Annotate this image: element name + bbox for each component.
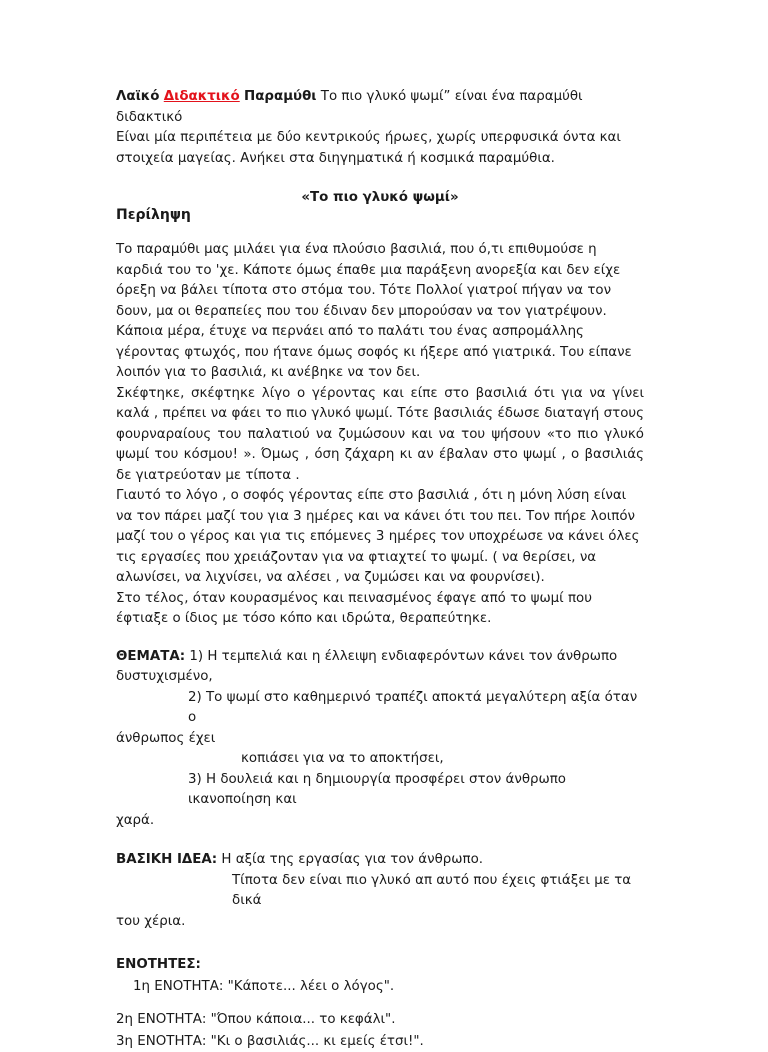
main-idea-section [116, 850, 644, 932]
unit-3: 3η ΕΝΟΤΗΤΑ: "Κι ο βασιλιάς... κι εμείς έτσι!". [116, 1031, 644, 1052]
intro-line-1-rest: Το πιο γλυκό ψωμί” είναι ένα παραμύθι διδακτικό [116, 89, 583, 125]
summary-paragraph-1: Το παραμύθι μας μιλάει για ένα πλούσιο βασιλιά, που ό,τι επιθυμούσε η καρδιά του το 'χε. Κάποτε όμως έπαθε μια παράξενη ανορεξία και δεν είχε όρεξη να βάλει τίποτα στο στόμα του. Τότε Πολλοί γιατροί πήγαν να τον δουν, μα οι θεραπείες που του έδιναν δεν μπορούσαν να τον γιατρέψουν. [116, 240, 644, 322]
summary-paragraph-2: Κάποια μέρα, έτυχε να περνάει από το παλάτι του ένας ασπρομάλλης γέροντας φτωχός, που ήτανε όμως σοφός κι ήξερε από γιατρικά. Του είπανε λοιπόν για το βασιλιά, κι ανέβηκε να τον δει. [116, 322, 644, 384]
main-idea-line-2: Τίποτα δεν είναι πιο γλυκό απ αυτό που έχεις φτιάξει με τα δικά [116, 871, 644, 912]
theme-3-continued: χαρά. [116, 811, 644, 832]
theme-1 [116, 647, 644, 668]
main-idea-text: Η αξία της εργασίας για τον άνθρωπο. [217, 852, 483, 867]
theme-3: 3) Η δουλειά και η δημιουργία προσφέρει στον άνθρωπο ικανοποίηση και [116, 770, 644, 811]
units-label: ΕΝΟΤΗΤΕΣ: [116, 954, 644, 976]
main-idea-label: ΒΑΣΙΚΗ ΙΔΕΑ: [116, 852, 217, 867]
summary-paragraph-3: Σκέφτηκε, σκέφτηκε λίγο ο γέροντας και είπε στο βασιλιά ότι για να γίνει καλά , πρέπει να φάει το πιο γλυκό ψωμί. Τότε βασιλιάς έδωσε διαταγή στους φουρναραίους του παλατιού να ζυμώσουν και να του ψήσουν «το πιο γλυκό ψωμί του κόσμου! ». Όμως , όση ζάχαρη κι αν έβαλαν στο ψωμί , ο βασιλιάς δε γιατρεύοταν με τίποτα . [116, 384, 644, 487]
intro-word-didaktiko-link[interactable]: Διδακτικό [164, 89, 240, 104]
story-title: «Το πιο γλυκό ψωμί» [116, 190, 644, 205]
intro-word-laiko: Λαϊκό [116, 89, 160, 104]
themes-label: ΘΕΜΑΤΑ: [116, 649, 185, 664]
intro-paragraph [116, 87, 644, 169]
intro-line-2: Είναι μία περιπέτεια με δύο κεντρικούς ήρωες, χωρίς υπερφυσικά όντα και στοιχεία μαγείας. Ανήκει στα διηγηματικά ή κοσμικά παραμύθια. [116, 128, 644, 169]
summary-heading: Περίληψη [116, 207, 644, 223]
unit-1: 1η ΕΝΟΤΗΤΑ: "Κάποτε... λέει ο λόγος". [116, 976, 644, 998]
units-section [116, 954, 644, 1052]
document-page [116, 87, 644, 1052]
theme-1-continued: δυστυχισμένο, [116, 667, 644, 688]
summary-paragraph-5: Στο τέλος, όταν κουρασμένος και πεινασμένος έφαγε από το ψωμί που έφτιαξε ο ίδιος με τόσο κόπο και ιδρώτα, θεραπεύτηκε. [116, 589, 644, 630]
unit-2: 2η ΕΝΟΤΗΤΑ: "Όπου κάποια... το κεφάλι". [116, 1009, 644, 1031]
theme-2-continued: άνθρωπος έχει [116, 729, 644, 750]
theme-2-continued-2: κοπιάσει για να το αποκτήσει, [116, 749, 644, 770]
summary-paragraph-4: Γιαυτό το λόγο , ο σοφός γέροντας είπε στο βασιλιά , ότι η μόνη λύση είναι να τον πάρει μαζί του για 3 ημέρες και να κάνει ότι του πει. Τον πήρε λοιπόν μαζί του ο γέρος και για τις επόμενες 3 ημέρες τον υποχρέωσε να κάνει όλες τις εργασίες που χρειάζονταν για να φτιαχτεί το ψωμί. ( να θερίσει, να αλωνίσει, να λιχνίσει, να αλέσει , να ζυμώσει και να φουρνίσει). [116, 486, 644, 589]
main-idea-line-3: του χέρια. [116, 912, 644, 933]
theme-2: 2) Το ψωμί στο καθημερινό τραπέζι αποκτά μεγαλύτερη αξία όταν ο [116, 688, 644, 729]
main-idea-line-1 [116, 850, 644, 871]
themes-section [116, 647, 644, 832]
intro-word-paramythi: Παραμύθι [244, 89, 317, 104]
summary-body [116, 240, 644, 630]
intro-line-1 [116, 87, 644, 128]
theme-1-text: 1) Η τεμπελιά και η έλλειψη ενδιαφερόντων κάνει τον άνθρωπο [185, 649, 617, 664]
